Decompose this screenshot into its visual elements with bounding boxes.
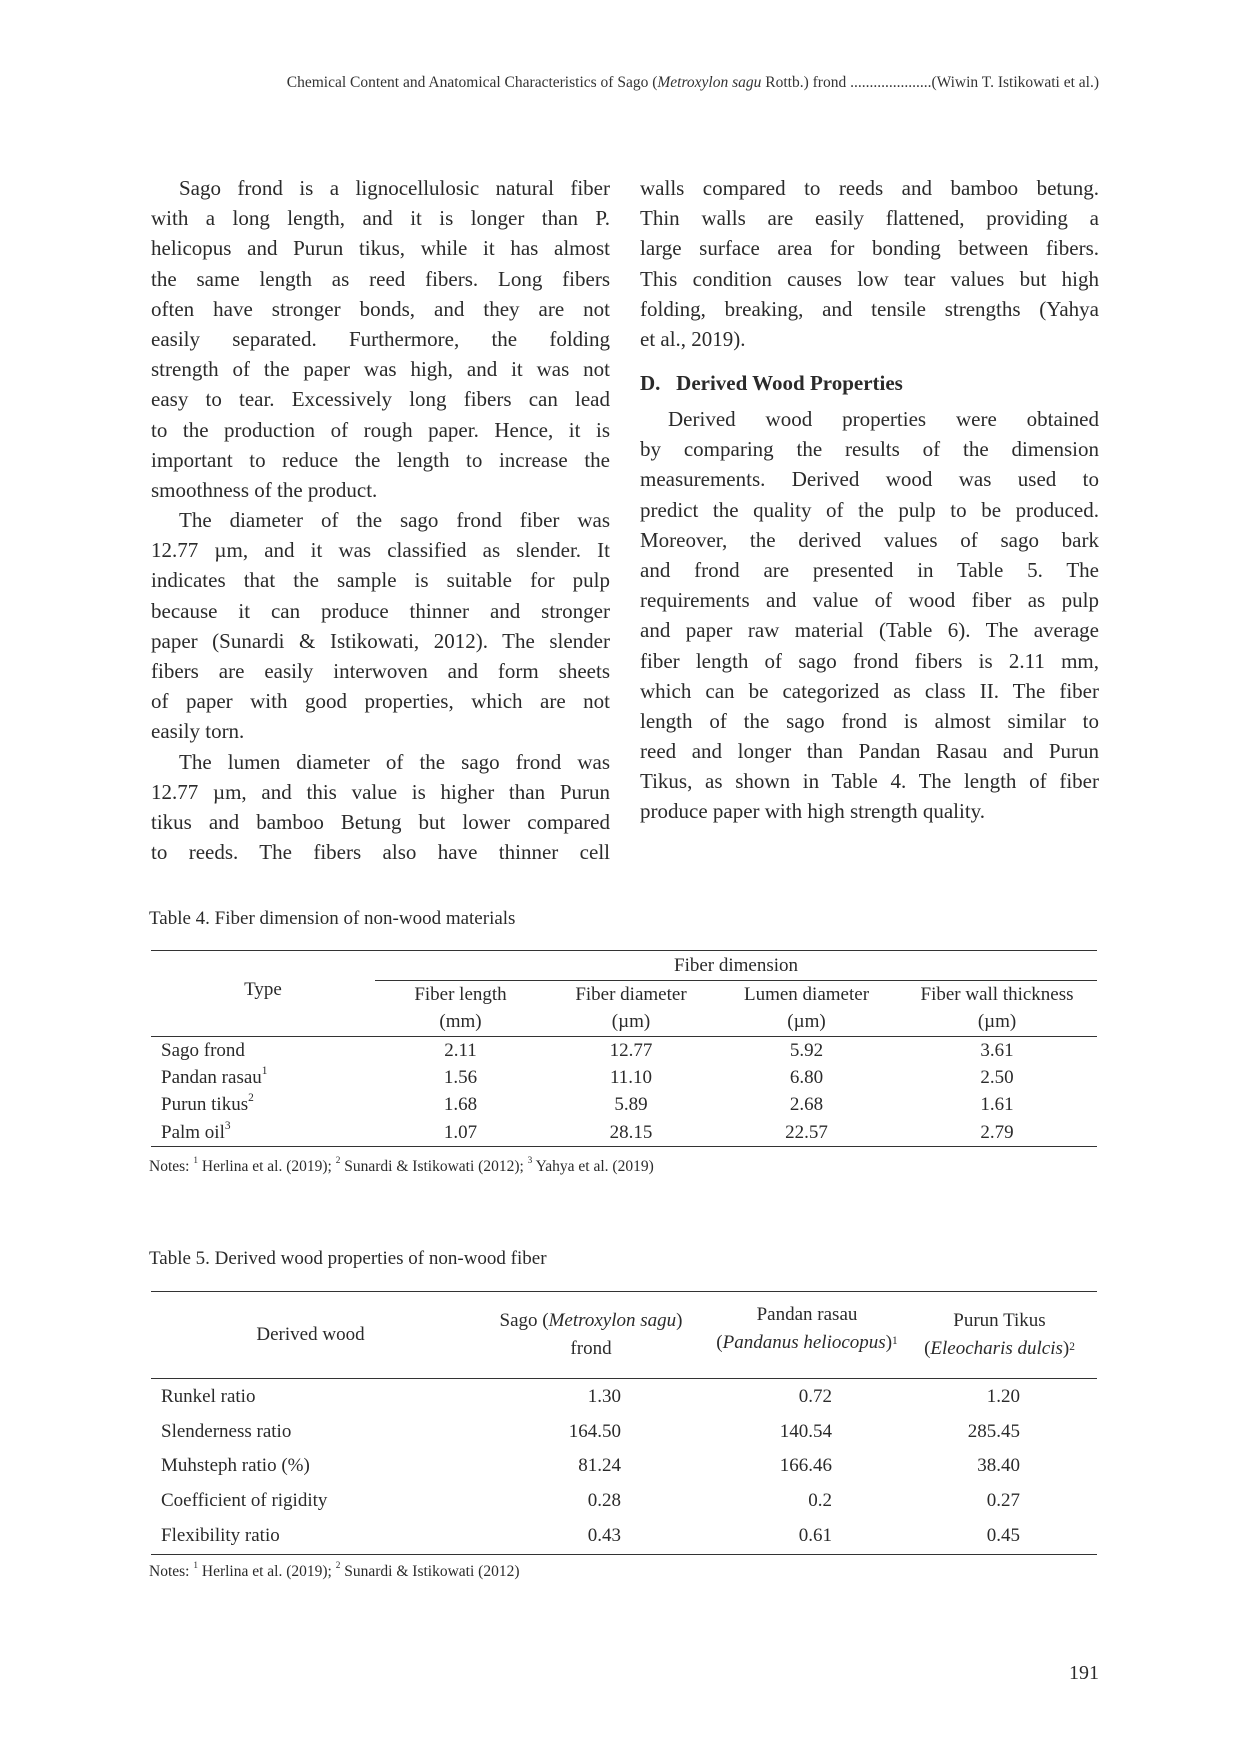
table-cell: 1.68: [443, 1094, 478, 1116]
table-cell: 166.46: [779, 1455, 832, 1477]
text-line: tikus and bamboo Betung but lower compared: [151, 809, 610, 834]
table-cell: 285.45: [967, 1420, 1020, 1442]
table-cell: 0.2: [808, 1489, 832, 1511]
table5-header-purun: Purun Tikus (Eleocharis dulcis)$^2$: [924, 1310, 1075, 1359]
section-heading: D. Derived Wood Properties: [640, 371, 903, 395]
table-row: [151, 1379, 1097, 1415]
right-column: [640, 173, 1099, 354]
page-number: 191: [1069, 1662, 1099, 1684]
text-line: Thin walls are easily flattened, providing a: [640, 206, 1099, 231]
text-line: fibers are easily interwoven and form sheets: [151, 659, 610, 683]
table5-header-sago: Sago (Metroxylon sagu) frond: [499, 1310, 683, 1359]
table-row: [151, 1518, 1097, 1554]
table4-caption: Table 4. Fiber dimension of non-wood materials: [149, 908, 516, 929]
left-column: [151, 173, 610, 867]
table-row: [151, 1064, 1097, 1092]
table4-column-header: Fiber diameter: [575, 983, 687, 1005]
table-cell: 1.30: [587, 1385, 621, 1407]
text-line: of paper with good properties, which are not: [151, 689, 610, 714]
table-row: [151, 1484, 1097, 1519]
text-line: Derived wood properties were obtained: [668, 407, 1099, 431]
text-line: by comparing the results of the dimension: [640, 437, 1099, 462]
table4-column-unit: (µm): [977, 1011, 1017, 1033]
table4-group-header: Fiber dimension: [375, 951, 1097, 981]
table-cell: 164.50: [568, 1420, 621, 1442]
text-line: easy to tear. Excessively long fibers can lead: [151, 387, 610, 412]
table4-column-header: Lumen diameter: [743, 983, 870, 1005]
header-text: Chemical Content and Anatomical Characteristics of Sago (: [286, 74, 658, 91]
table5-header-derived-wood: Derived wood: [256, 1324, 365, 1345]
table-cell: 1.56: [443, 1066, 478, 1088]
table4-column-header: Fiber wall thickness: [920, 983, 1074, 1005]
text-line: Tikus, as shown in Table 4. The length of fiber: [640, 769, 1099, 794]
table-cell: 38.40: [977, 1455, 1020, 1477]
table-cell: 140.54: [779, 1420, 832, 1442]
row-label: Muhsteph ratio (%): [161, 1455, 310, 1477]
text-line: large surface area for bonding between fibers.: [640, 236, 1099, 261]
text-line: strength of the paper was high, and it was not: [151, 357, 610, 382]
table-cell: 11.10: [609, 1066, 653, 1088]
text-line: requirements and value of wood fiber as pulp: [640, 588, 1099, 613]
row-label: Coefficient of rigidity: [161, 1489, 328, 1511]
paragraph: [151, 173, 610, 505]
text-line: length of the sago frond is almost similar to: [640, 708, 1099, 733]
text-line: often have stronger bonds, and they are not: [151, 296, 610, 321]
text-line: predict the quality of the pulp to be produced.: [640, 497, 1099, 522]
table-cell: 0.45: [986, 1524, 1020, 1546]
text-line: 12.77 µm, and this value is higher than Purun: [151, 779, 610, 804]
table-cell: 2.79: [980, 1121, 1014, 1143]
row-label: Palm oil$^3$: [161, 1119, 231, 1143]
row-label: Slenderness ratio: [161, 1420, 292, 1442]
table-cell: 2.50: [980, 1066, 1014, 1088]
row-label: Flexibility ratio: [161, 1524, 280, 1546]
text-line: to reeds. The fibers also have thinner cell: [151, 840, 610, 865]
text-line: helicopus and Purun tikus, while it has almost: [151, 236, 610, 261]
paragraph: [640, 173, 1099, 354]
text-line: indicates that the sample is suitable for pulp: [151, 568, 610, 593]
text-line: paper (Sunardi & Istikowati, 2012). The slender: [151, 628, 610, 653]
text-line: 12.77 µm, and it was classified as slender. It: [151, 538, 610, 563]
table-cell: 1.61: [980, 1094, 1014, 1116]
row-label: Runkel ratio: [161, 1385, 256, 1407]
table4-column-unit: (µm): [787, 1011, 826, 1033]
table-cell: 6.80: [789, 1066, 824, 1088]
text-line: fiber length of sago frond fibers is 2.11 mm,: [640, 648, 1099, 673]
text-line: to the production of rough paper. Hence, it is: [151, 417, 610, 442]
text-line: produce paper with high strength quality.: [640, 799, 986, 824]
text-line: The lumen diameter of the sago frond was: [179, 749, 610, 774]
header-authors: Rottb.) frond .....................(Wiwin T. Istikowati et al.): [761, 74, 1099, 91]
table-cell: 2.68: [789, 1094, 824, 1116]
table-cell: 28.15: [609, 1121, 653, 1143]
table-row: [151, 1449, 1097, 1484]
table-row: [151, 1119, 1097, 1147]
right-column-body: [640, 404, 1099, 827]
paragraph: [640, 404, 1099, 827]
table-cell: 5.92: [789, 1039, 824, 1061]
running-header: [167, 74, 1099, 92]
header-species: Metroxylon sagu: [657, 74, 762, 91]
table5: [151, 1291, 1097, 1555]
table-cell: 2.11: [444, 1039, 477, 1061]
text-line: Moreover, the derived values of sago bark: [640, 527, 1099, 552]
text-line: and paper raw material (Table 6). The average: [640, 618, 1099, 643]
text-line: folding, breaking, and tensile strengths (Yahya: [640, 296, 1099, 321]
table-cell: 81.24: [578, 1455, 621, 1477]
table-cell: 12.77: [609, 1039, 653, 1061]
table4-column-unit: (µm): [611, 1011, 651, 1033]
table-cell: 22.57: [785, 1121, 828, 1143]
table-row: [151, 1415, 1097, 1450]
text-line: smoothness of the product.: [151, 477, 378, 502]
table-cell: 0.43: [587, 1524, 621, 1546]
table-cell: 0.61: [798, 1524, 832, 1546]
text-line: important to reduce the length to increase the: [151, 447, 610, 472]
table4-column-unit: (mm): [439, 1011, 482, 1033]
text-line: walls compared to reeds and bamboo betung.: [640, 176, 1099, 200]
text-line: which can be categorized as class II. The fiber: [640, 678, 1099, 703]
table-cell: 1.20: [986, 1385, 1020, 1407]
row-label: Purun tikus$^2$: [161, 1092, 254, 1116]
row-label: Pandan rasau$^1$: [161, 1064, 268, 1088]
table-row: [151, 1092, 1097, 1120]
text-line: measurements. Derived wood was used to: [640, 467, 1099, 492]
table4: [151, 950, 1097, 1147]
text-line: easily separated. Furthermore, the folding: [151, 326, 610, 351]
table-cell: 5.89: [614, 1094, 648, 1116]
text-line: et al., 2019).: [640, 326, 746, 351]
text-line: with a long length, and it is longer than P.: [151, 206, 610, 231]
table-cell: 3.61: [980, 1039, 1014, 1061]
paragraph: [151, 747, 610, 868]
text-line: This condition causes low tear values but high: [640, 266, 1099, 291]
table-cell: 1.07: [443, 1121, 478, 1143]
table4-type-header: Type: [244, 978, 282, 1000]
table5-header-pandan: Pandan rasau (Pandanus heliocopus)$^1$: [716, 1304, 898, 1353]
text-line: The diameter of the sago frond fiber was: [179, 508, 610, 533]
text-line: and frond are presented in Table 5. The: [640, 557, 1099, 582]
text-line: reed and longer than Pandan Rasau and Purun: [640, 739, 1099, 764]
row-label: Sago frond: [161, 1039, 245, 1061]
text-line: Sago frond is a lignocellulosic natural fiber: [179, 176, 610, 200]
table4-column-header: Fiber length: [414, 983, 507, 1005]
text-line: the same length as reed fibers. Long fibers: [151, 266, 610, 291]
table-cell: 0.28: [587, 1489, 621, 1511]
table4-notes: Notes: $^1$ Herlina et al. (2019); $^2$ Sunardi & Istikowati (2012); $^3$ Yahya et al. (2019): [149, 1156, 654, 1175]
table5-caption: Table 5. Derived wood properties of non-wood fiber: [149, 1248, 547, 1269]
table5-notes: Notes: $^1$ Herlina et al. (2019); $^2$ Sunardi & Istikowati (2012): [149, 1561, 520, 1580]
text-line: because it can produce thinner and stronger: [151, 598, 610, 623]
table-cell: 0.27: [986, 1489, 1020, 1511]
table-row: [151, 1037, 1097, 1065]
table-cell: 0.72: [798, 1385, 832, 1407]
text-line: easily torn.: [151, 719, 245, 744]
paragraph: [151, 505, 610, 747]
